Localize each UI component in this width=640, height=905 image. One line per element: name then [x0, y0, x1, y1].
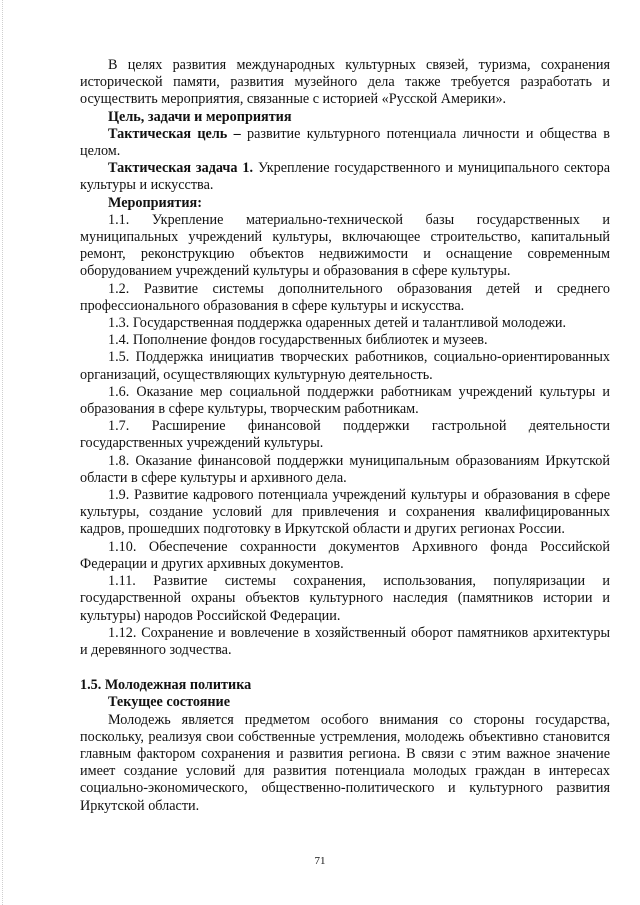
measure-item: 1.10. Обеспечение сохранности документов Архивного фонда Российской Федерации и других архивных документов. [80, 538, 610, 572]
measures-heading: Мероприятия: [108, 194, 202, 211]
measure-item: 1.3. Государственная поддержка одаренных детей и талантливой молодежи. [108, 315, 567, 332]
measure-item: 1.5. Поддержка инициатив творческих работников, социально-ориентированных организаций, осуществляющих культурную деятельность. [80, 349, 610, 383]
tactical-task-text: Укрепление государственного и муниципального сектора культуры и искусства. [80, 160, 610, 194]
current-state-heading: Текущее состояние [108, 694, 231, 711]
measure-item: 1.2. Развитие системы дополнительного образования детей и среднего профессионального образования в сфере культуры и искусства. [80, 280, 610, 314]
document-page [80, 57, 610, 815]
measure-item: 1.12. Сохранение и вовлечение в хозяйственный оборот памятников архитектуры и деревянного зодчества. [80, 624, 610, 658]
measure-item: 1.4. Пополнение фондов государственных библиотек и музеев. [108, 332, 488, 349]
youth-paragraph: Молодежь является предметом особого внимания со стороны государства, поскольку, реализуя свои собственные устремления, молодежь объективно становится главным фактором сохранения и развития региона. В связи с этим важное значение имеет создание условий для развития потенциала молодых граждан в интересах социально-экономического, общественно-политического и культурного развития Иркутской области. [80, 711, 610, 814]
tactical-goal-paragraph [80, 126, 610, 160]
tactical-goal-label: Тактическая цель – [108, 125, 241, 142]
intro-paragraph: В целях развития международных культурных связей, туризма, сохранения исторической памяти, развития музейного дела также требуется разработать и осуществить мероприятия, связанные с историей «Русской Америки». [80, 57, 610, 108]
measure-item: 1.6. Оказание мер социальной поддержки работникам учреждений культуры и образования в сфере культуры, творческим работникам. [80, 383, 610, 418]
measure-item: 1.8. Оказание финансовой поддержки муниципальным образованиям Иркутской области в сфере культуры и архивного дела. [80, 452, 610, 486]
measure-item: 1.11. Развитие системы сохранения, использования, популяризации и государственной охраны объектов культурного наследия (памятников истории и культуры) народов Российской Федерации. [80, 573, 610, 624]
tactical-task-paragraph [80, 160, 610, 194]
tactical-task-label: Тактическая задача 1. [108, 160, 254, 177]
page-number: 71 [314, 855, 326, 867]
goals-heading: Цель, задачи и мероприятия [108, 108, 292, 125]
section-heading: 1.5. Молодежная политика [80, 677, 252, 694]
measure-item: 1.7. Расширение финансовой поддержки гастрольной деятельности государственных учреждений культуры. [80, 418, 610, 452]
measure-item: 1.1. Укрепление материально-технической базы государственных и муниципальных учреждений культуры, включающее строительство, капитальный ремонт, реконструкцию объектов недвижимости и оснащение современным оборудованием учреждений культуры и образования в сфере культуры. [80, 211, 610, 280]
scan-edge [2, 0, 4, 905]
measure-item: 1.9. Развитие кадрового потенциала учреждений культуры и образования в сфере культуры, создание условий для привлечения и сохранения квалифицированных кадров, прошедших подготовку в Иркутской области и других регионах России. [80, 487, 610, 538]
tactical-goal-text: развитие культурного потенциала личности и общества в целом. [80, 125, 610, 160]
